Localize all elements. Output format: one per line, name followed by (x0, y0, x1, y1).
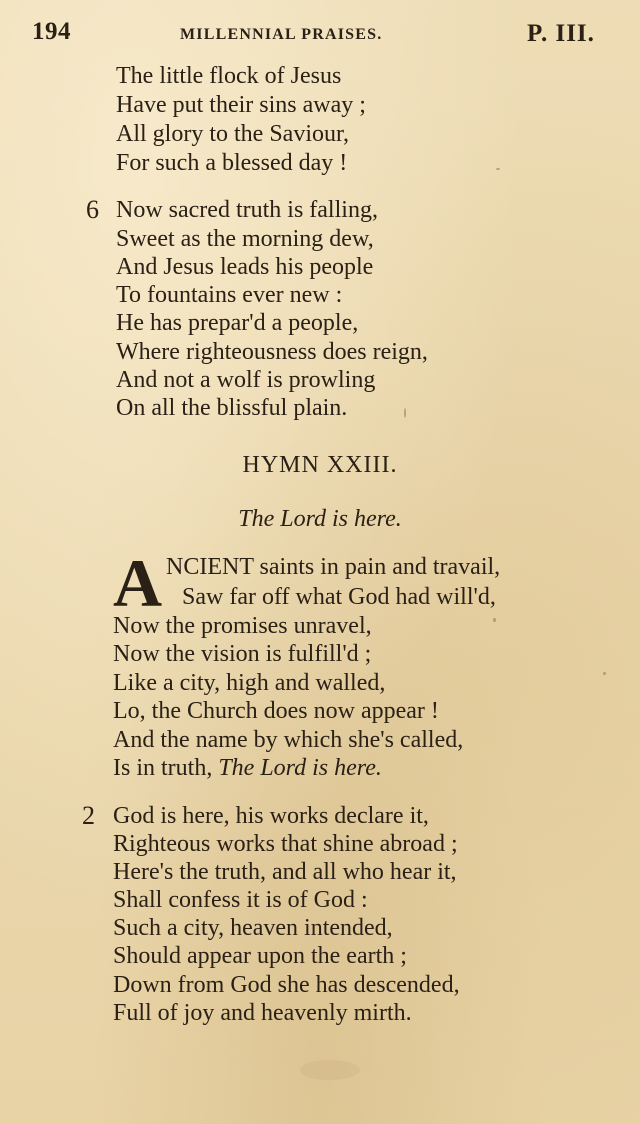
verse-line: NCIENT saints in pain and travail, (166, 554, 501, 580)
verse-line: Down from God she has descended, (113, 972, 460, 998)
paper-speck (603, 672, 606, 675)
verse-line: The little flock of Jesus (116, 63, 342, 89)
verse-line: Now the promises unravel, (113, 613, 372, 639)
verse-line: Now sacred truth is falling, (116, 197, 378, 223)
verse-line: Where righteousness does reign, (116, 339, 428, 365)
stanza-number: 6 (86, 195, 99, 224)
paper-stain (300, 1060, 360, 1080)
verse-line-prefix: Is in truth, (113, 755, 219, 781)
paper-speck (496, 168, 500, 170)
page-number: 194 (32, 18, 71, 45)
verse-line: Such a city, heaven intended, (113, 915, 393, 941)
verse-line: God is here, his works declare it, (113, 803, 429, 829)
stanza-number: 2 (82, 801, 95, 830)
verse-line: Like a city, high and walled, (113, 670, 386, 696)
part-label: P. III. (527, 20, 595, 47)
hymn-subtitle: The Lord is here. (238, 506, 402, 532)
paper-speck (404, 408, 406, 418)
hymn-heading: HYMN XXIII. (242, 452, 398, 478)
verse-line: Lo, the Church does now appear ! (113, 698, 439, 724)
verse-line: Saw far off what God had will'd, (182, 584, 496, 610)
running-title: MILLENNIAL PRAISES. (180, 26, 383, 43)
verse-line: On all the blissful plain. (116, 395, 348, 421)
verse-line-italic: The Lord is here. (218, 755, 382, 781)
drop-cap: A (113, 545, 163, 621)
verse-line: Should appear upon the earth ; (113, 943, 407, 969)
verse-line: To fountains ever new : (116, 282, 343, 308)
verse-line: All glory to the Saviour, (116, 121, 350, 147)
verse-line: And the name by which she's called, (113, 727, 464, 753)
paper-speck (493, 618, 496, 622)
verse-line: Full of joy and heavenly mirth. (113, 1000, 412, 1026)
verse-line: And Jesus leads his people (116, 254, 374, 280)
verse-line: Sweet as the morning dew, (116, 226, 374, 252)
verse-line: Have put their sins away ; (116, 92, 366, 118)
verse-line: Shall confess it is of God : (113, 887, 368, 913)
verse-line: And not a wolf is prowling (116, 367, 376, 393)
verse-line: Here's the truth, and all who hear it, (113, 859, 457, 885)
verse-line: Righteous works that shine abroad ; (113, 831, 458, 857)
verse-line: For such a blessed day ! (116, 150, 348, 176)
verse-line: Now the vision is fulfill'd ; (113, 641, 372, 667)
verse-line-final (113, 754, 382, 782)
verse-line: He has prepar'd a people, (116, 310, 359, 336)
